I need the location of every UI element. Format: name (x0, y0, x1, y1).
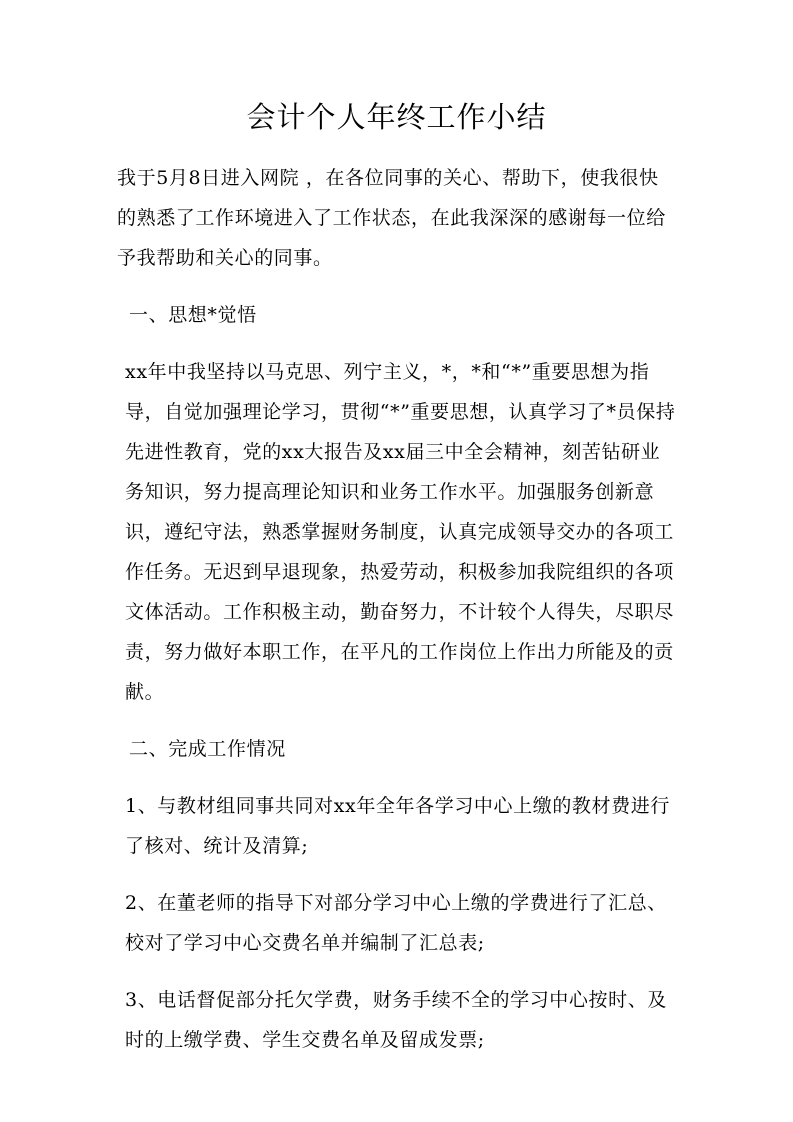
document-title: 会计个人年终工作小结 (246, 100, 547, 134)
section-body-thought: xx年中我坚持以马克思、列宁主义，*，*和“*”重要思想为指导，自觉加强理论学习，贯彻“*”重要思想，认真学习了*员保持先进性教育，党的xx大报告及xx届三中全会精神，刻苦钻研业务知识，努力提高理论知识和业务工作水平。加强服务创新意识，遵纪守法，熟悉掌握财务制度，认真完成领导交办的各项工作任务。无迟到早退现象，热爱劳动，积极参加我院组织的各项文体活动。工作积极主动，勤奋努力，不计较个人得失，尽职尽责，努力做好本职工作，在平凡的工作岗位上作出力所能及的贡献。 (125, 361, 676, 703)
work-item-1: 1、与教材组同事共同对xx年全年各学习中心上缴的教材费进行了核对、统计及清算; (125, 795, 670, 857)
intro-paragraph: 我于5月8日进入网院 ，在各位同事的关心、帮助下，使我很快的熟悉了工作环境进入了工作状态，在此我深深的感谢每一位给予我帮助和关心的同事。 (117, 167, 666, 269)
section-heading-work: 二、完成工作情况 (129, 738, 286, 760)
work-item-3: 3、电话督促部分托欠学费，财务手续不全的学习中心按时、及时的上缴学费、学生交费名单及留成发票; (125, 989, 667, 1051)
document-body (117, 158, 677, 1077)
section-heading-thought: 一、思想*觉悟 (129, 304, 257, 326)
work-item-2: 2、在董老师的指导下对部分学习中心上缴的学费进行了汇总、校对了学习中心交费名单并编制了汇总表; (125, 892, 667, 954)
